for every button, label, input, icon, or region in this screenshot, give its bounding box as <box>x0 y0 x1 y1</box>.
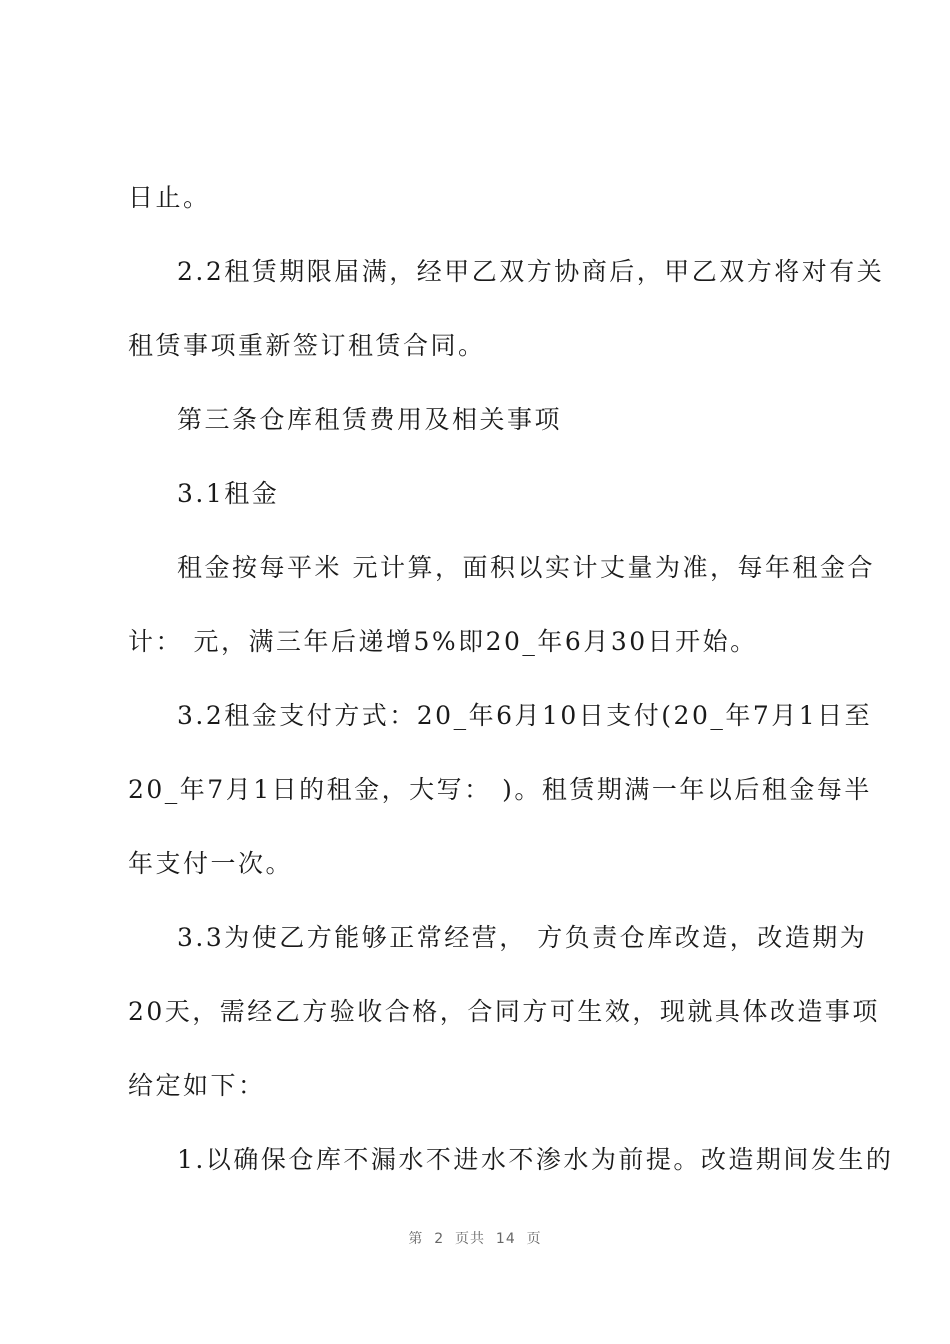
text-line-10: 年支付一次。 <box>128 849 294 878</box>
text-line-12: 20天，需经乙方验收合格，合同方可生效，现就具体改造事项 <box>128 997 880 1026</box>
text-line-14: 1.以确保仓库不漏水不进水不渗水为前提。改造期间发生的 <box>177 1145 894 1174</box>
text-line-3: 租赁事项重新签订租赁合同。 <box>128 331 486 360</box>
text-line-8: 3.2租金支付方式：20_年6月10日支付(20_年7月1日至 <box>177 701 873 730</box>
subsection-heading: 3.1租金 <box>177 479 280 508</box>
text-line-11: 3.3为使乙方能够正常经营， 方负责仓库改造，改造期为 <box>177 923 868 952</box>
text-line-7: 计： 元，满三年后递增5%即20_年6月30日开始。 <box>128 627 758 656</box>
page-number-footer: 第 2 页共 14 页 <box>408 1231 542 1247</box>
text-line-6: 租金按每平米 元计算，面积以实计丈量为准，每年租金合 <box>177 553 875 582</box>
text-line-9: 20_年7月1日的租金，大写： )。租赁期满一年以后租金每半 <box>128 775 872 804</box>
text-line-1: 日止。 <box>128 183 211 212</box>
text-line-13: 给定如下： <box>128 1071 266 1100</box>
text-line-2: 2.2租赁期限届满，经甲乙双方协商后，甲乙双方将对有关 <box>177 257 885 286</box>
section-heading: 第三条仓库租赁费用及相关事项 <box>177 405 563 434</box>
